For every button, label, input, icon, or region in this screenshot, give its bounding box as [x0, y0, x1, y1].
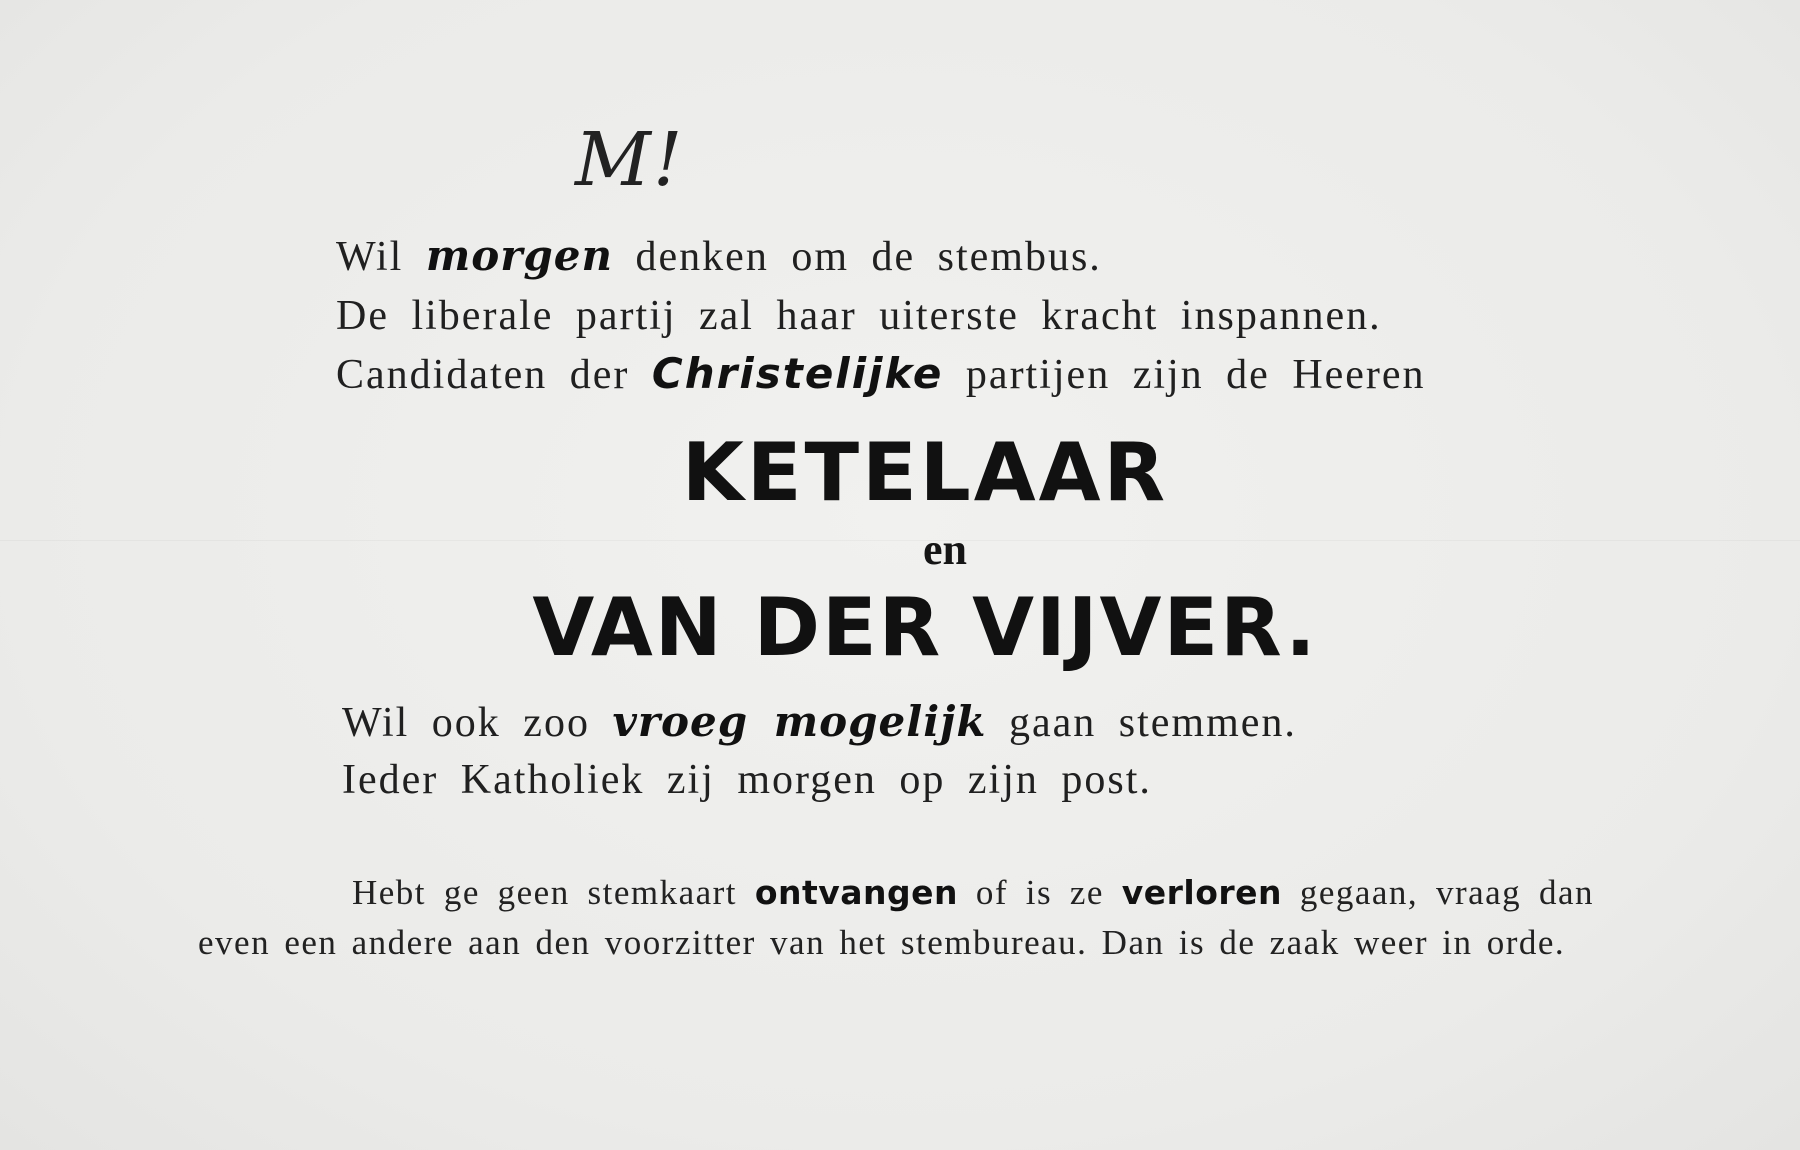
emphasis-vroeg-mogelijk: vroeg mogelijk — [612, 697, 987, 746]
stemkaart-note — [198, 868, 1594, 968]
emphasis-morgen: morgen — [425, 231, 614, 280]
line-liberal-party: De liberale partij zal haar uiterste kracht inspannen. — [336, 293, 1382, 339]
line-candidates-pre: Candidaten der — [336, 352, 630, 398]
salutation: M! — [575, 117, 685, 203]
note-bold-verloren: verloren — [1121, 873, 1283, 912]
line-every-catholic: Ieder Katholiek zij morgen op zijn post. — [342, 757, 1152, 803]
line-vote-early — [342, 694, 1297, 751]
note-bold-ontvangen: ontvangen — [754, 873, 959, 912]
line-vote-early-post: gaan stemmen. — [1008, 700, 1297, 746]
line-candidates — [336, 346, 1426, 403]
candidate-conjunction: en — [923, 525, 967, 574]
line-vote-tomorrow-post: denken om de stembus. — [635, 234, 1102, 280]
note-part-3: gegaan, vraag dan even een andere aan den voorzitter van het stembureau. Dan is de zaak weer in orde. — [198, 873, 1594, 962]
line-vote-early-pre: Wil ook zoo — [342, 700, 590, 746]
line-vote-tomorrow-pre: Wil — [336, 234, 404, 280]
line-vote-tomorrow — [336, 228, 1102, 285]
candidate-van-der-vijver: VAN DER VIJVER. — [532, 581, 1318, 674]
emphasis-christelijke: Christelijke — [651, 349, 944, 398]
line-candidates-post: partijen zijn de Heeren — [965, 352, 1426, 398]
note-part-1: Hebt ge geen stemkaart — [352, 873, 738, 912]
note-part-2: of is ze — [975, 873, 1104, 912]
candidate-ketelaar: KETELAAR — [681, 426, 1169, 519]
